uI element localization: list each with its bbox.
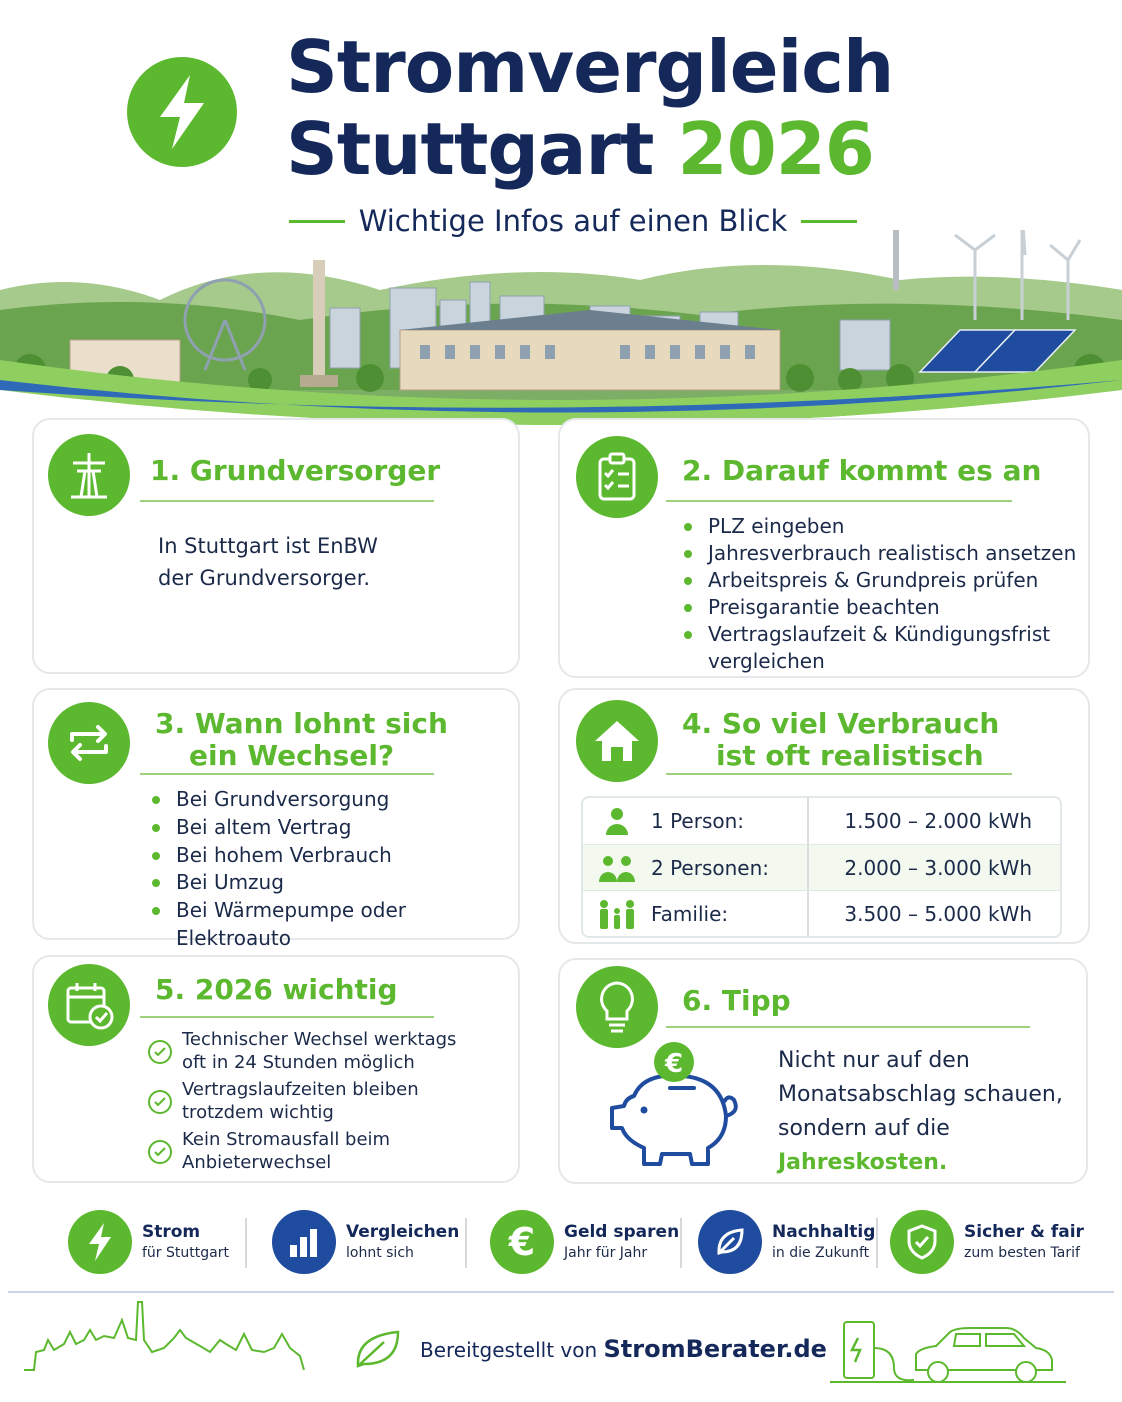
house-icon <box>576 700 658 782</box>
provided-by: Bereitgestellt von StromBerater.de <box>420 1335 827 1363</box>
list-item: Arbeitspreis & Grundpreis prüfen <box>682 567 1082 594</box>
list-item: Bei hohem Verbrauch <box>150 842 510 870</box>
family-icon <box>583 899 651 929</box>
title-year: 2026 <box>677 107 874 191</box>
list-item: PLZ eingeben <box>682 513 1082 540</box>
card-text: Nicht nur auf den Monatsabschlag schauen, sondern auf die Jahreskosten. <box>778 1044 1063 1180</box>
list-item-continuation: vergleichen <box>708 649 825 673</box>
list-item: Preisgarantie beachten <box>682 594 1082 621</box>
table-row: 1 Person: 1.500 – 2.000 kWh <box>583 798 1060 844</box>
switch-arrows-icon <box>48 702 130 784</box>
two-persons-icon <box>583 854 651 882</box>
highlight-text: Jahreskosten. <box>778 1150 948 1175</box>
power-tower-icon <box>48 434 130 516</box>
card-list <box>682 513 1082 675</box>
subtitle: Wichtige Infos auf einen Blick <box>288 204 858 238</box>
shield-check-icon <box>890 1210 954 1274</box>
card-text: In Stuttgart ist EnBW der Grundversorger. <box>158 534 378 590</box>
euro-symbol: € <box>664 1049 684 1079</box>
card-title: 5. 2026 wichtig <box>155 973 398 1006</box>
card-title: 6. Tipp <box>682 984 791 1017</box>
ev-charging-car-icon <box>830 1318 1066 1386</box>
list-item: Vertragslaufzeit & Kündigungsfrist <box>682 621 1082 648</box>
card-list <box>150 786 510 953</box>
list-item: Bei Umzug <box>150 869 510 897</box>
list-item: Jahresverbrauch realistisch ansetzen <box>682 540 1082 567</box>
euro-icon: € <box>490 1210 554 1274</box>
list-item: Bei Wärmepumpe oder Elektroauto <box>150 897 510 953</box>
table-row: 2 Personen: 2.000 – 3.000 kWh <box>583 844 1060 890</box>
check-icon <box>148 1040 172 1064</box>
feature-sicher-fair: Sicher & fair zum besten Tarif <box>890 1210 1084 1274</box>
check-item: Technischer Wechsel werktags oft in 24 Stunden möglich <box>148 1028 456 1074</box>
bar-chart-icon <box>272 1210 336 1274</box>
card-title: 3. Wann lohnt sich ein Wechsel? <box>155 707 448 772</box>
card-title: 2. Darauf kommt es an <box>682 454 1042 487</box>
check-icon <box>148 1090 172 1114</box>
brand-link: StromBerater.de <box>603 1335 827 1363</box>
stuttgart-skyline-illustration <box>0 230 1122 430</box>
calendar-check-icon <box>48 964 130 1046</box>
check-icon <box>148 1140 172 1164</box>
feature-strom: Strom für Stuttgart <box>68 1210 229 1274</box>
check-item: Kein Stromausfall beim Anbieterwechsel <box>148 1128 390 1174</box>
table-row: Familie: 3.500 – 5.000 kWh <box>583 890 1060 936</box>
leaf-icon <box>354 1328 402 1370</box>
card-title: 4. So viel Verbrauch ist oft realistisch <box>682 707 1000 772</box>
person-icon <box>583 807 651 835</box>
list-item: Bei altem Vertrag <box>150 814 510 842</box>
card-title: 1. Grundversorger <box>150 454 441 487</box>
feature-geld-sparen: € Geld sparen Jahr für Jahr <box>490 1210 679 1274</box>
feature-vergleichen: Vergleichen lohnt sich <box>272 1210 459 1274</box>
checklist-icon <box>576 436 658 518</box>
city-outline-icon <box>24 1300 306 1374</box>
consumption-table <box>581 796 1062 938</box>
leaf-icon <box>698 1210 762 1274</box>
feature-nachhaltig: Nachhaltig in die Zukunft <box>698 1210 875 1274</box>
lightning-icon <box>127 57 237 167</box>
list-item: Bei Grundversorgung <box>150 786 510 814</box>
piggy-bank-icon <box>604 1036 744 1170</box>
check-item: Vertragslaufzeiten bleiben trotzdem wichtig <box>148 1078 419 1124</box>
page-title: Stromvergleich Stuttgart 2026 <box>286 25 894 191</box>
lightning-icon <box>68 1210 132 1274</box>
